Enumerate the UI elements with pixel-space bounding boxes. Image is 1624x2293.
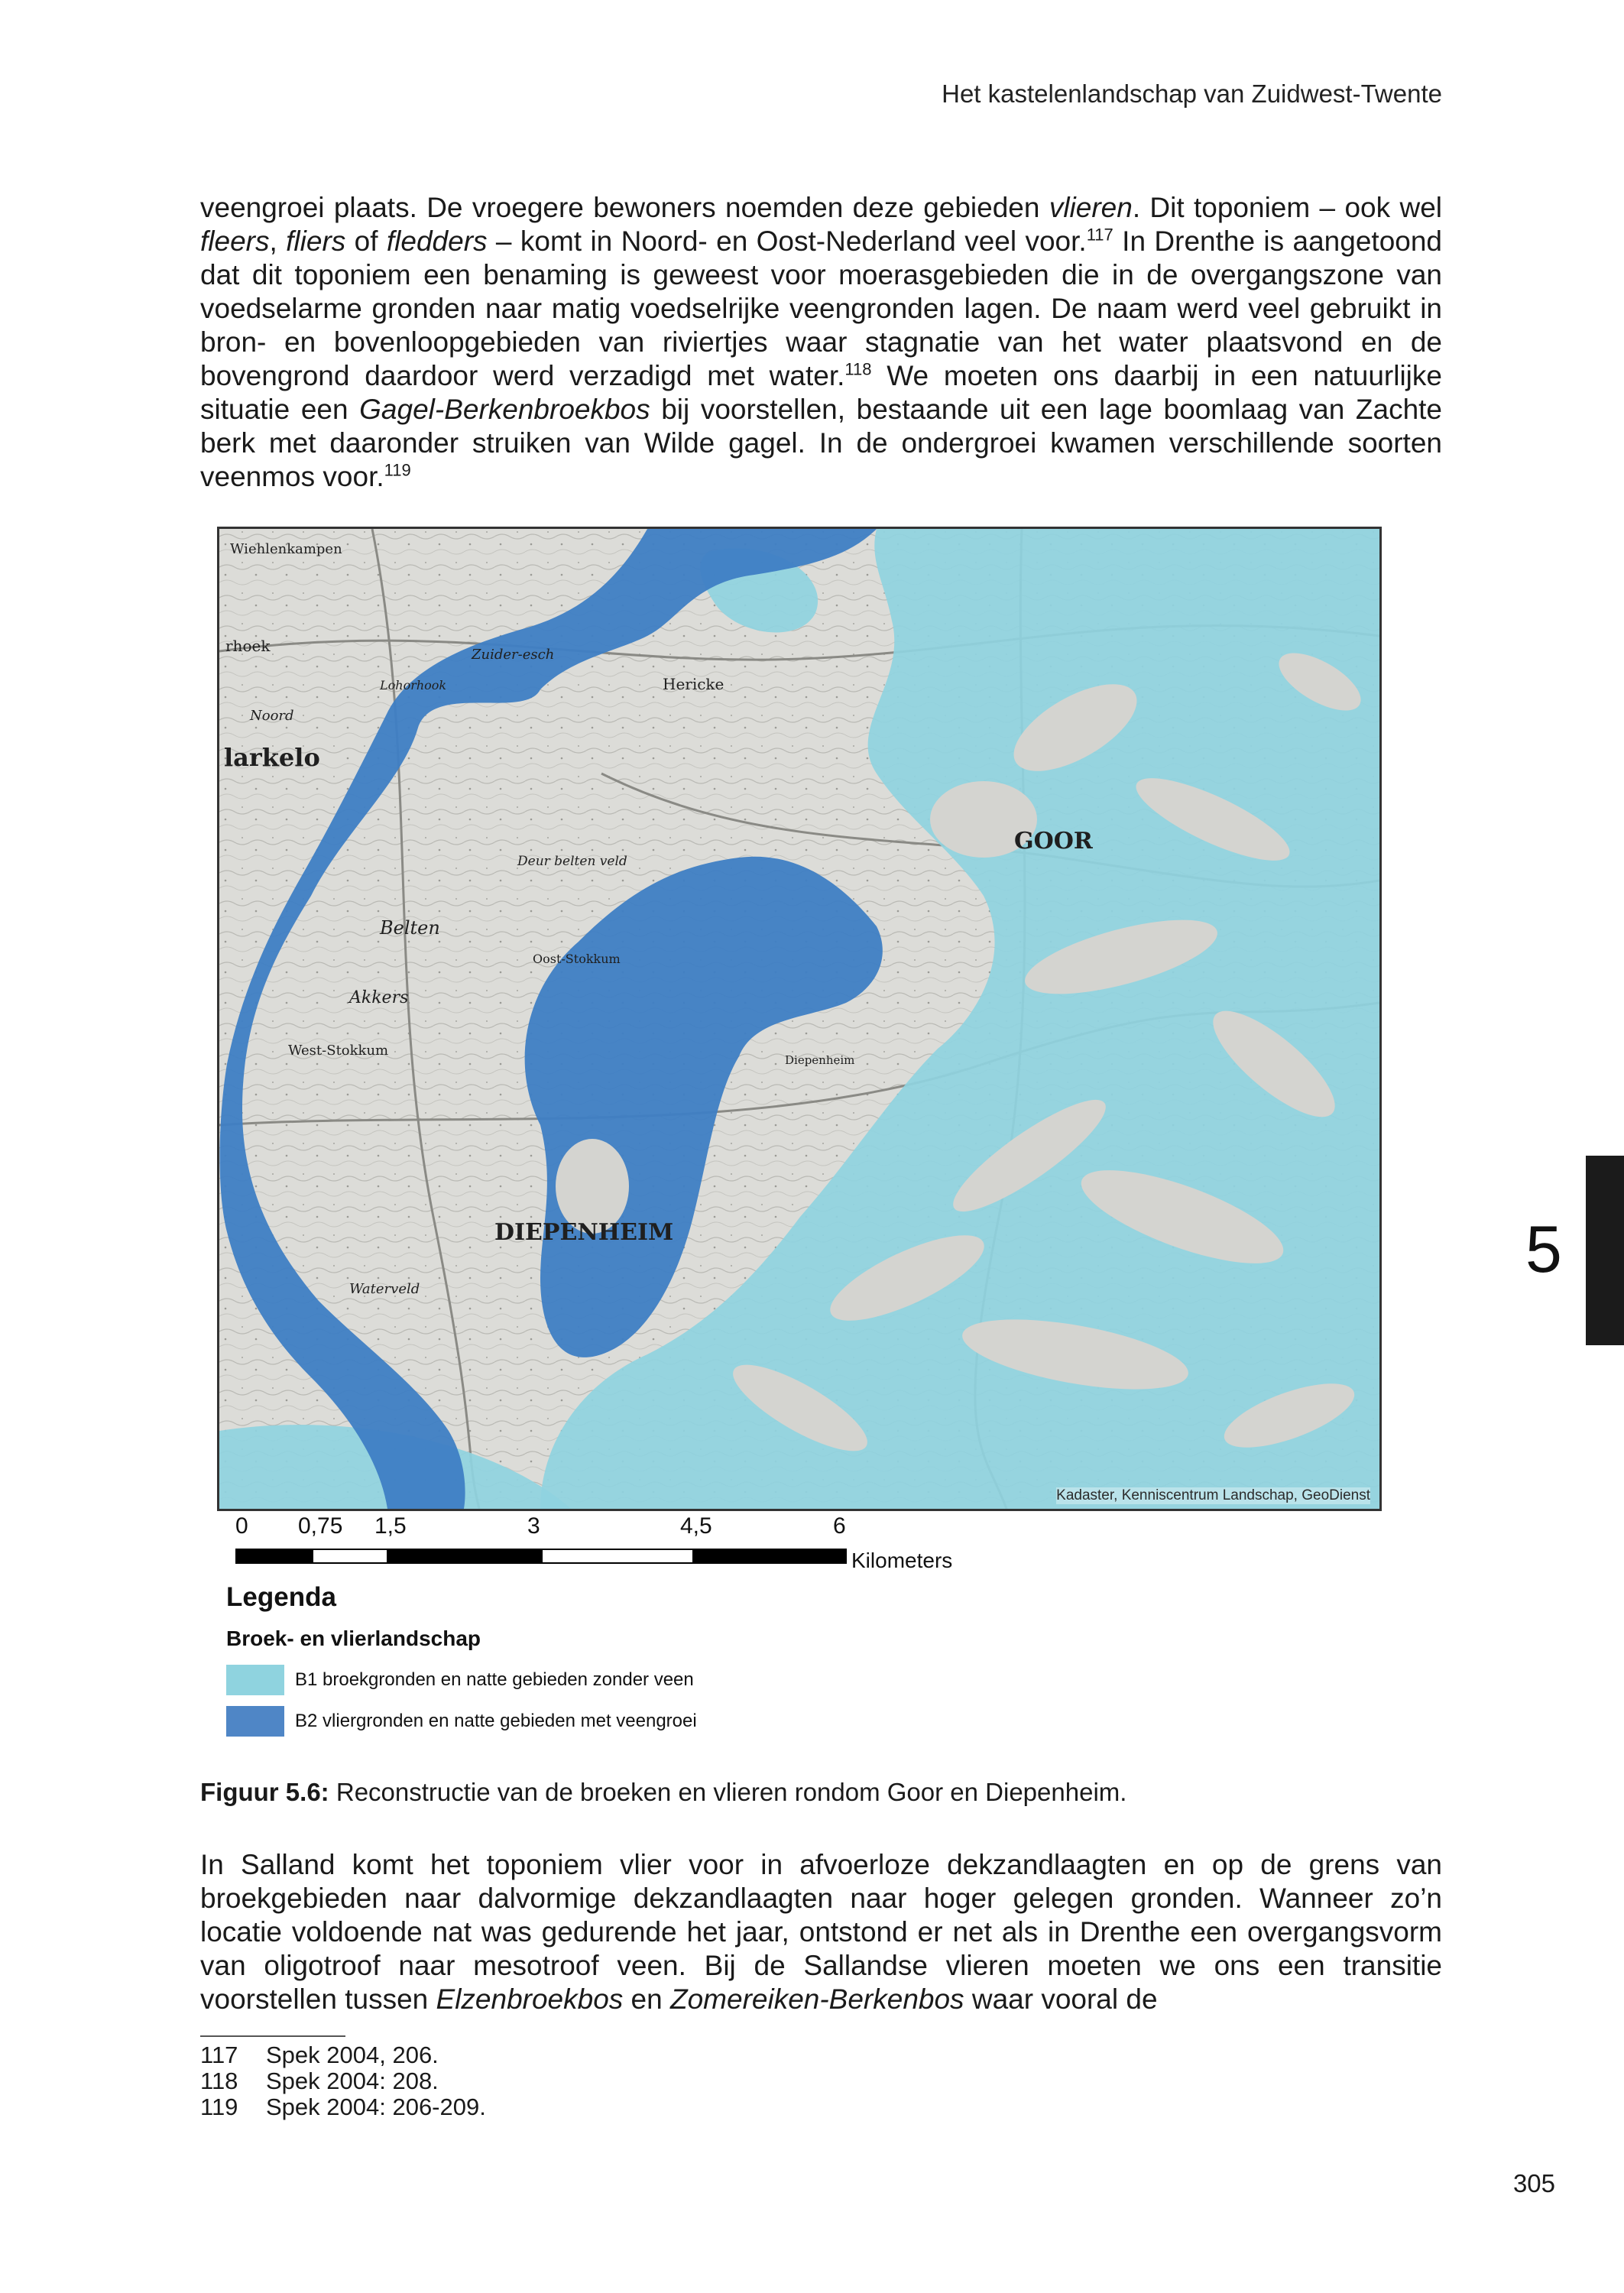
map-label-noord: Noord	[250, 708, 294, 724]
scale-tick-label: 1,5	[374, 1513, 407, 1539]
text-run: We moeten ons daarbij in een natuurlijke situatie een	[200, 360, 1442, 425]
legend-item-b2	[226, 1704, 697, 1738]
map-label-diepenheim: DIEPENHEIM	[494, 1219, 674, 1246]
map-label-lohorhook: Lohorhook	[380, 678, 447, 692]
scale-tick-label: 3	[527, 1513, 540, 1539]
text-run: In Salland komt het toponiem vlier voor in afvoerloze dekzandlaagten en op de grens van broekgebieden naar dalvormige dekzandlaagten naar hoger gelegen gronden. Wanneer zo’n locatie voldoende nat was gedurende het jaar, ontstond er net als in Drenthe een overgangsvorm van oligotroof naar mesotroof veen. Bij de Sallandse vlieren moeten we ons een transitie voorstellen tussen	[200, 1849, 1442, 2015]
footnote-118	[200, 2068, 486, 2094]
legend-item-b1	[226, 1663, 697, 1697]
footnote-number: 119	[200, 2094, 238, 2120]
text-run: fliers	[286, 225, 346, 257]
footnote-divider	[200, 2035, 345, 2037]
text-run: – komt in Noord- en Oost-Nederland veel voor.	[487, 225, 1087, 257]
legend-swatch-b2	[226, 1706, 284, 1737]
footnote-text: Spek 2004: 206-209.	[266, 2094, 486, 2120]
map-label-wiehlenkampen: Wiehlenkampen	[230, 541, 342, 557]
text-run: Gagel-Berkenbroekbos	[359, 394, 650, 425]
scale-segment	[541, 1549, 694, 1564]
map-label-diepenheim-small: Diepenheim	[785, 1053, 855, 1067]
running-head: Het kastelenlandschap van Zuidwest-Twente	[942, 79, 1442, 108]
map-label-goor: GOOR	[1014, 828, 1093, 855]
footnote-ref: 119	[384, 460, 411, 480]
map-label-waterveld: Waterveld	[349, 1281, 420, 1297]
scale-unit-label: Kilometers	[851, 1549, 953, 1572]
text-run: Zomereiken-Berkenbos	[670, 1983, 964, 2015]
scale-tick-label: 0,75	[298, 1513, 343, 1539]
map-label-rhoek: rhoek	[225, 637, 271, 655]
text-run: In Drenthe is aangetoond dat dit toponiem een benaming is geweest voor moerasgebieden die in de overgangszone van voedselarme gronden naar matig voedselrijke veengronden lagen. De naam werd veel gebruikt in bron- en bovenloopgebieden van riviertjes waar stagnatie van het water plaatsvond en de bovengrond daardoor werd verzadigd met water.	[200, 225, 1443, 391]
footnote-119	[200, 2094, 486, 2120]
legend-label-b2: B2 vliergronden en natte gebieden met veengroei	[295, 1711, 697, 1731]
map-label-deur-belten-veld: Deur belten veld	[517, 854, 627, 869]
map-label-belten: Belten	[380, 917, 440, 939]
text-run: of	[345, 225, 387, 257]
text-run: bij voorstellen, bestaande uit een lage boomlaag van Zachte berk met daaronder struiken van Wilde gagel. In de ondergroei kwamen verschillende soorten veenmos voor.	[200, 394, 1442, 492]
figure-caption	[200, 1778, 1126, 1807]
body-paragraph-1	[200, 191, 1442, 494]
text-run: . Dit toponiem – ook wel	[1132, 192, 1442, 223]
chapter-number: 5	[1525, 1213, 1562, 1286]
text-run: waar vooral de	[964, 1983, 1158, 2015]
scale-segment	[235, 1549, 312, 1564]
footnote-number: 118	[200, 2068, 238, 2094]
text-run: veengroei plaats. De vroegere bewoners noemden deze gebieden	[200, 192, 1049, 223]
caption-label: Figuur 5.6:	[200, 1778, 329, 1806]
legend-title: Legenda	[226, 1582, 336, 1612]
scale-bar-segments	[235, 1549, 847, 1564]
text-run: ,	[269, 225, 287, 257]
text-run: fleers	[200, 225, 270, 257]
caption-text: Reconstructie van de broeken en vlieren rondom Goor en Diepenheim.	[329, 1778, 1127, 1806]
text-run: fledders	[386, 225, 488, 257]
map-label-zuider-esch: Zuider-esch	[472, 647, 555, 663]
scale-tick-label: 0	[235, 1513, 248, 1539]
text-run: vlieren	[1049, 192, 1133, 223]
footnote-ref: 117	[1086, 225, 1113, 245]
map-label-akkers: Akkers	[349, 988, 409, 1007]
page-number: 305	[1512, 2169, 1555, 2197]
map-label-larkelo: larkelo	[224, 743, 320, 772]
scale-segment	[388, 1549, 541, 1564]
footnote-ref: 118	[844, 359, 872, 379]
legend-subtitle: Broek- en vlierlandschap	[226, 1627, 481, 1650]
body-paragraph-2	[200, 1848, 1442, 2016]
text-run: en	[623, 1983, 670, 2015]
map-label-hericke: Hericke	[663, 675, 724, 693]
map-legend	[226, 1582, 697, 1746]
map-label-west-stokkum: West-Stokkum	[288, 1043, 389, 1059]
footnote-number: 117	[200, 2042, 238, 2068]
scale-segment	[312, 1549, 388, 1564]
footnote-117	[200, 2042, 486, 2068]
legend-label-b1: B1 broekgronden en natte gebieden zonder veen	[295, 1669, 694, 1690]
map-credit: Kadaster, Kenniscentrum Landschap, GeoDienst	[1056, 1487, 1370, 1503]
text-run: Elzenbroekbos	[436, 1983, 624, 2015]
footnotes	[200, 2042, 486, 2120]
legend-swatch-b1	[226, 1665, 284, 1695]
footnote-text: Spek 2004, 206.	[266, 2042, 439, 2068]
scale-tick-label: 4,5	[680, 1513, 712, 1539]
map-figure	[217, 527, 1382, 1511]
map-canvas	[219, 529, 1379, 1509]
footnote-text: Spek 2004: 208.	[266, 2068, 439, 2094]
scale-tick-label: 6	[833, 1513, 846, 1539]
map-label-oost-stokkum: Oost-Stokkum	[533, 952, 621, 966]
chapter-tab	[1586, 1156, 1624, 1345]
scale-segment	[694, 1549, 847, 1564]
